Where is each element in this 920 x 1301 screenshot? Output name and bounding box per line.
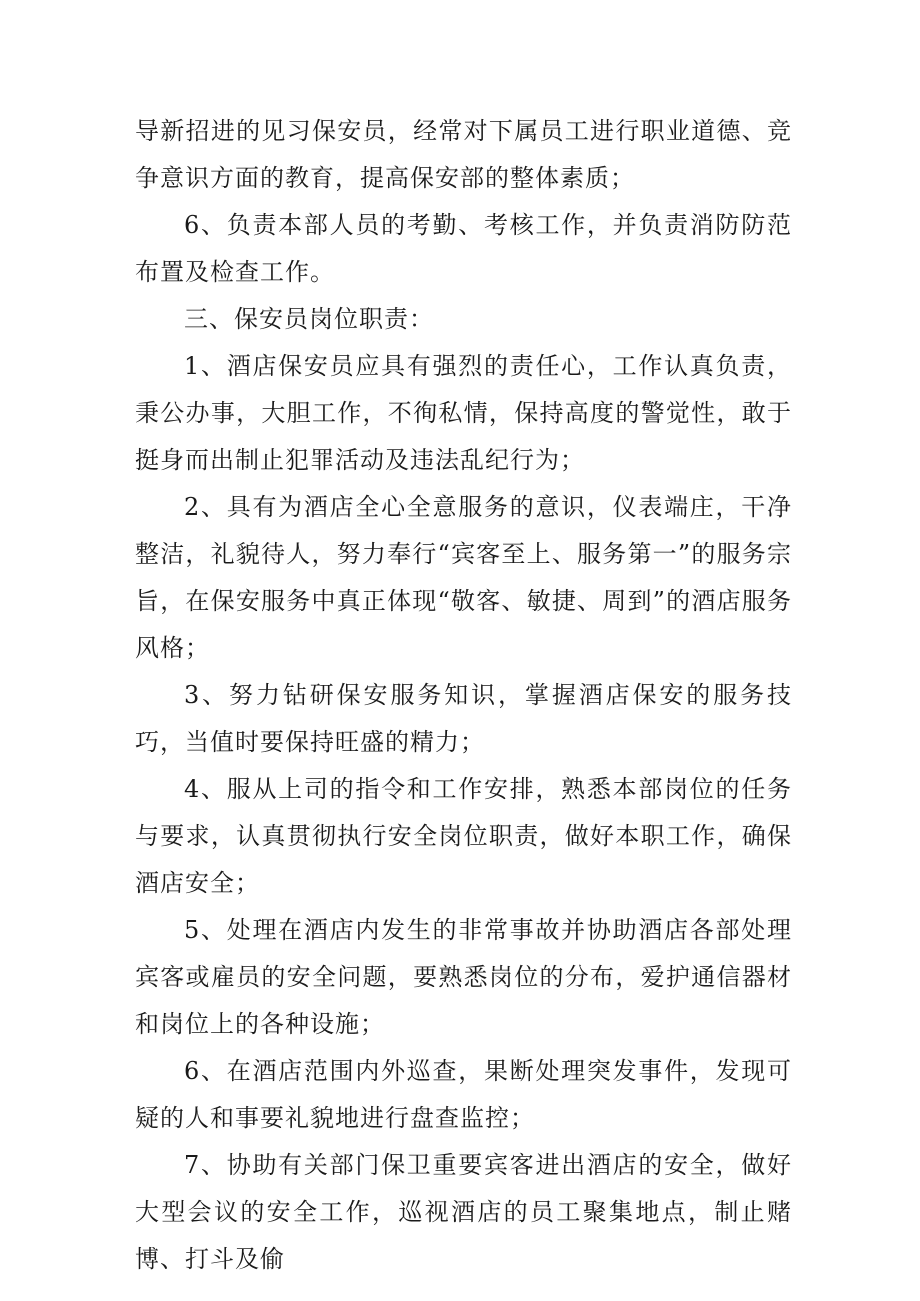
paragraph-item-6-attendance: 6、负责本部人员的考勤、考核工作，并负责消防防范布置及检查工作。 [135,211,792,286]
paragraph-item-2-service: 2、具有为酒店全心全意服务的意识，仪表端庄，干净整洁，礼貌待人，努力奉行“宾客至上、服务第一”的服务宗旨，在保安服务中真正体现“敬客、敏捷、周到”的酒店服务风格； [135,493,792,662]
paragraph-item-5-incidents: 5、处理在酒店内发生的非常事故并协助酒店各部处理宾客或雇员的安全问题，要熟悉岗位的分布，爱护通信器材和岗位上的各种设施； [135,916,792,1038]
paragraph-continuation: 导新招进的见习保安员，经常对下属员工进行职业道德、竞争意识方面的教育，提高保安部的整体素质； [135,117,792,192]
paragraph-item-3-skills: 3、努力钻研保安服务知识，掌握酒店保安的服务技巧，当值时要保持旺盛的精力； [135,681,792,756]
section-heading-guard-duties: 三、保安员岗位职责： [184,305,434,333]
paragraph-item-7-vip: 7、协助有关部门保卫重要宾客进出酒店的安全，做好大型会议的安全工作，巡视酒店的员工聚集地点，制止赌博、打斗及偷 [135,1151,792,1273]
paragraph-item-4-obey: 4、服从上司的指令和工作安排，熟悉本部岗位的任务与要求，认真贯彻执行安全岗位职责，做好本职工作，确保酒店安全； [135,775,792,897]
paragraph-item-6-patrol: 6、在酒店范围内外巡查，果断处理突发事件，发现可疑的人和事要礼貌地进行盘查监控； [135,1057,792,1132]
paragraph-item-1-responsibility: 1、酒店保安员应具有强烈的责任心，工作认真负责，秉公办事，大胆工作，不徇私情，保持高度的警觉性，敢于挺身而出制止犯罪活动及违法乱纪行为； [135,352,792,474]
